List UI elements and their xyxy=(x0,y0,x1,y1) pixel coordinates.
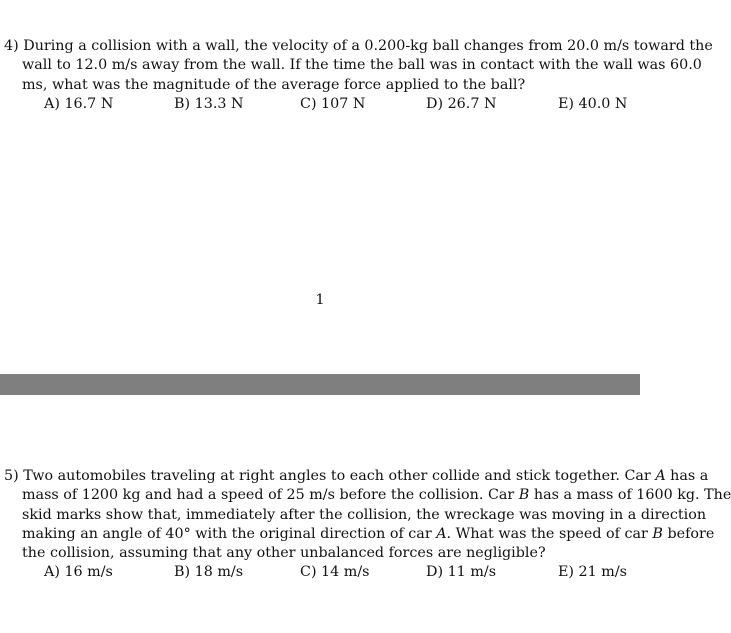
car-a-label: A xyxy=(655,468,666,484)
question-5-text-4c: before xyxy=(662,525,715,542)
q5-answer-b: B) 18 m/s xyxy=(174,564,244,581)
question-5-line-3: skid marks show that, immediately after the collision, the wreckage was moving in a direction xyxy=(22,506,707,523)
q4-answer-c: C) 107 N xyxy=(300,95,366,112)
question-4-line-1 xyxy=(4,37,713,56)
q4-answer-b: B) 13.3 N xyxy=(174,95,244,112)
question-5 xyxy=(4,467,731,582)
page-separator xyxy=(0,374,640,395)
q5-answer-e: E) 21 m/s xyxy=(558,564,628,581)
car-b-label: B xyxy=(518,487,530,504)
question-5-number: 5) xyxy=(4,468,19,484)
q4-answer-a: A) 16.7 N xyxy=(44,95,114,112)
question-5-text-2b: has a mass of 1600 kg. The xyxy=(529,487,731,504)
question-4-text-1: During a collision with a wall, the velocity of a 0.200-kg ball changes from 20.0 m/s toward the xyxy=(23,38,713,54)
question-5-text-4a: making an angle of 40° with the original direction of car xyxy=(22,525,437,542)
question-4-line-2: wall to 12.0 m/s away from the wall. If the time the ball was in contact with the wall was 60.0 xyxy=(22,57,702,74)
car-a-label-2: A xyxy=(436,525,447,542)
question-5-line-1 xyxy=(4,467,709,486)
q5-answer-a: A) 16 m/s xyxy=(44,564,113,581)
question-5-answers xyxy=(4,563,636,582)
question-5-line-5: the collision, assuming that any other unbalanced forces are negligible? xyxy=(22,545,546,562)
question-4 xyxy=(4,37,713,114)
q5-answer-d: D) 11 m/s xyxy=(426,564,497,581)
page-number: 1 xyxy=(315,292,325,308)
question-5-text-2a: mass of 1200 kg and had a speed of 25 m/s before the collision. Car xyxy=(22,487,519,504)
question-5-text-4b: . What was the speed of car xyxy=(446,525,653,542)
question-5-line-2 xyxy=(4,486,731,505)
question-4-number: 4) xyxy=(4,38,19,54)
question-4-line-3: ms, what was the magnitude of the average force applied to the ball? xyxy=(22,76,526,93)
question-5-text-1b: has a xyxy=(665,468,709,484)
q4-answer-d: D) 26.7 N xyxy=(426,95,497,112)
question-4-answers xyxy=(4,95,636,114)
q5-answer-c: C) 14 m/s xyxy=(300,564,370,581)
q4-answer-e: E) 40.0 N xyxy=(558,95,628,112)
question-5-line-4 xyxy=(4,525,715,544)
car-b-label-2: B xyxy=(652,525,663,542)
question-5-text-1a: Two automobiles traveling at right angles to each other collide and stick together. Car xyxy=(23,468,656,484)
